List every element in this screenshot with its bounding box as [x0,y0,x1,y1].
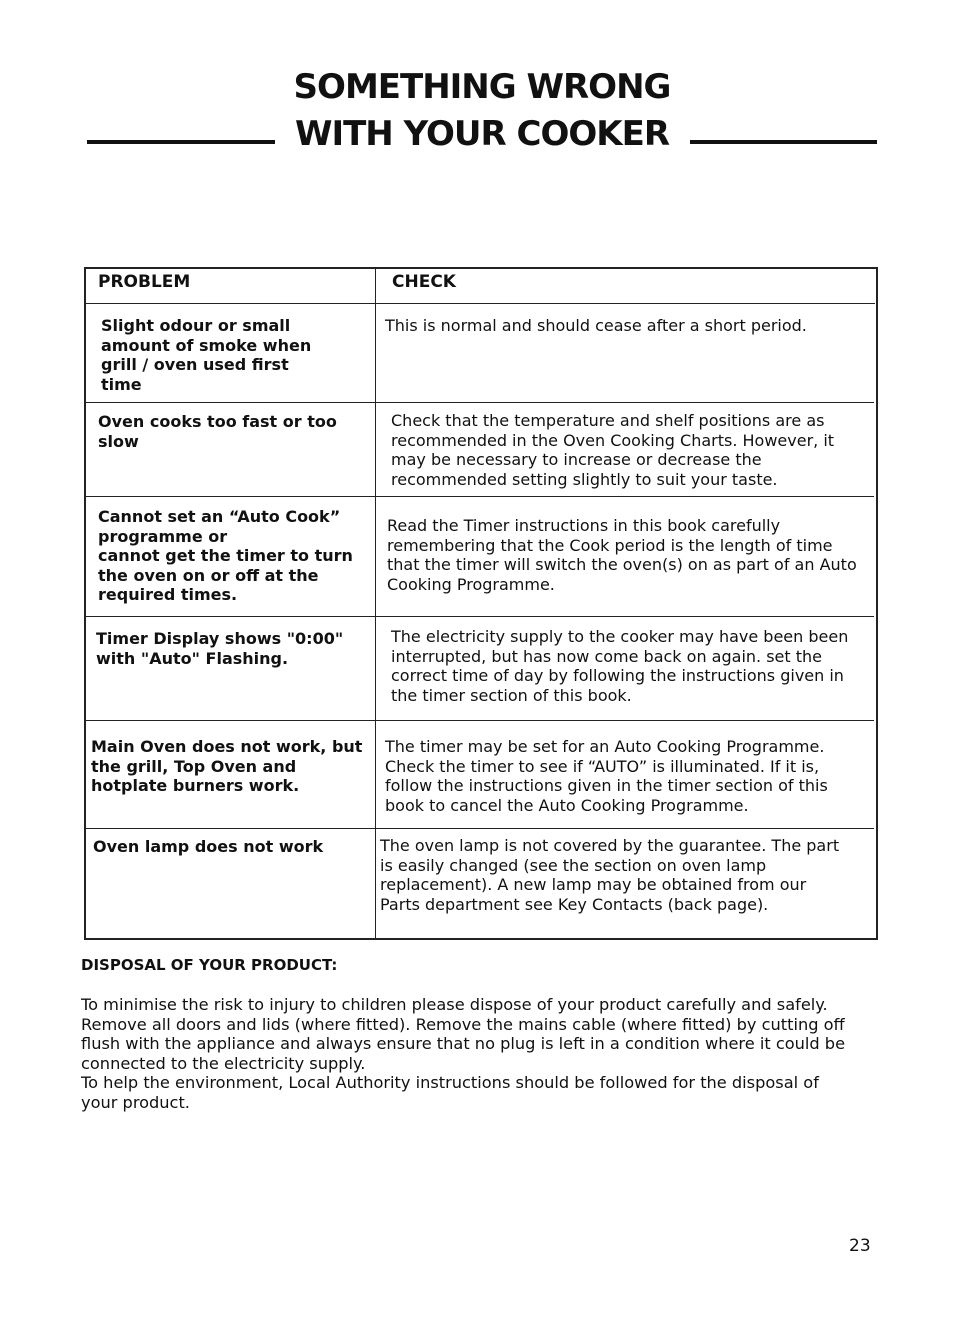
check-text: This is normal and should cease after a short period. [385,316,807,335]
problem-text: Timer Display shows "0:00" with "Auto" Flashing. [96,629,344,668]
table-row-divider [85,402,874,403]
table-row-divider [85,496,874,497]
disposal-paragraph: To minimise the risk to injury to children please dispose of your product carefully and safely. Remove all doors and lids (where fitted). Remove the mains cable (where fitted) by cutting off flush with the appliance and always ensure that no plug is left in a condition where it could be connected to the electricity supply. [81,995,846,1073]
check-text: The electricity supply to the cooker may have been been interrupted, but has now come back on again. set the correct time of day by following the instructions given in the timer section of this book. [391,627,849,705]
disposal-paragraph: To help the environment, Local Authority instructions should be followed for the disposal of your product. [81,1073,819,1112]
problem-text: Oven cooks too fast or too slow [98,412,337,451]
header-problem: PROBLEM [98,272,191,292]
page-title-line-2: WITH YOUR COOKER [294,114,670,154]
check-text: The timer may be set for an Auto Cooking Programme. Check the timer to see if “AUTO” is illuminated. If it is, follow the instructions given in the timer section of this book to cancel the Auto Cooking Programme. [385,737,828,815]
table-row-divider [85,303,875,304]
title-rule-left [87,140,275,144]
title-rule-right [690,140,877,144]
check-text: Check that the temperature and shelf positions are as recommended in the Oven Cooking Charts. However, it may be necessary to increase or decrease the recommended setting slightly to suit your taste. [391,411,835,489]
check-text: Read the Timer instructions in this book carefully remembering that the Cook period is the length of time that the timer will switch the oven(s) on as part of an Auto Cooking Programme. [387,516,857,594]
header-check: CHECK [392,272,456,292]
problem-text: Main Oven does not work, but the grill, Top Oven and hotplate burners work. [91,737,363,796]
page-title-line-1: SOMETHING WRONG [293,67,671,107]
table-row-divider [85,828,874,829]
page-number: 23 [849,1236,871,1256]
problem-text: Oven lamp does not work [93,837,324,856]
check-text: The oven lamp is not covered by the guarantee. The part is easily changed (see the section on oven lamp replacement). A new lamp may be obtained from our Parts department see Key Contacts (back page). [380,836,840,914]
table-row-divider [85,720,874,721]
disposal-heading: DISPOSAL OF YOUR PRODUCT: [81,956,338,974]
table-column-divider [375,268,376,938]
problem-text: Cannot set an “Auto Cook” programme or cannot get the timer to turn the oven on or off at the required times. [98,507,353,605]
table-row-divider [85,616,874,617]
problem-text: Slight odour or small amount of smoke when grill / oven used first time [101,316,312,394]
